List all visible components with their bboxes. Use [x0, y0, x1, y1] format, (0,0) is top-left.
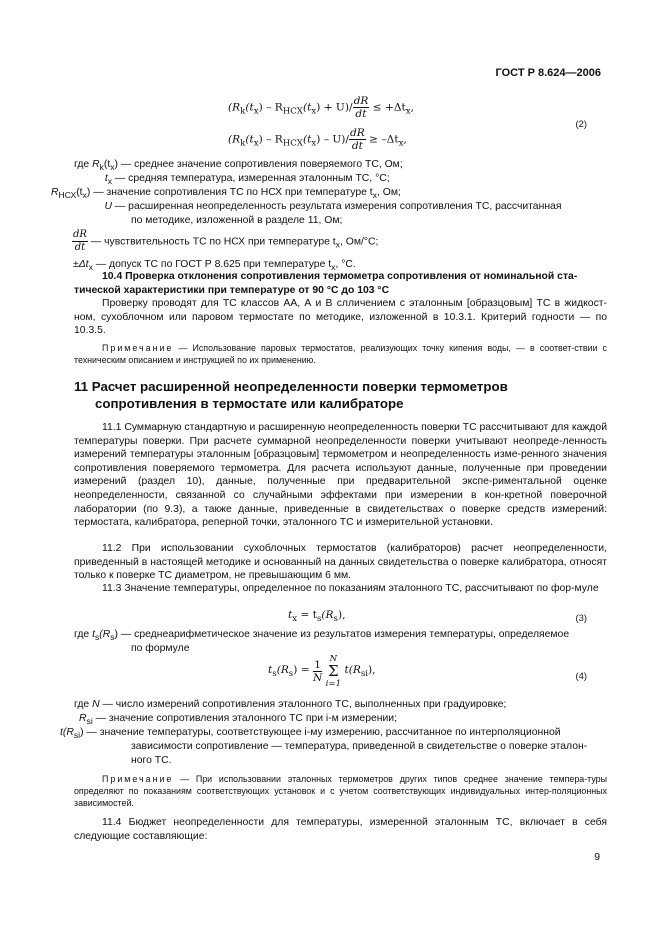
- paragraph-11-1: 11.1 Суммарную стандартную и расширенную неопределенность поверки ТС рассчитывают для каждой температуры поверки. При расчете суммарной неопределенности поверки учитывают неопреде-ленность измерений температуры эталонным [образцовым] термометром и неопределенность изме-ренного значения сопротивления поверяемого термометра. Для расчета используют данные, полученные при проведении измерений (раздел 10), данные, полученные при предварительной экспе-риментальной оценке неопределенности, связанной со случайными эффектами при измерении в кон-кретной поверочной лаборатории (по 9.3), а также данные, приведенные в свидетельствах о поверке средств измерений: термостата, калибратора, реперной точки, эталонного ТС и измерительной установки.: [74, 422, 607, 529]
- equation-4-number: (4): [575, 670, 587, 681]
- definition-ts-continued: по формуле: [131, 643, 190, 654]
- section-11-title: 11 Расчет расширенной неопределенности поверки термометров сопротивления в термостате или калибраторе: [74, 379, 508, 411]
- equation-4: $t_s(R_s)$ = $\frac{1}{N}$ N Σ i=1 $t(R_{si})$,: [268, 654, 376, 689]
- definition-tolerance: $\pm\Delta t_x$ — допуск ТС по ГОСТ Р 8.625 при температуре $t_x$, °С.: [73, 259, 356, 273]
- note-1: Примечание — Использование паровых термостатов, реализующих точку кипения воды, — в соответ-ствии с техническим описанием и инструкцией по их применению.: [74, 343, 607, 366]
- section-10-4-heading: 10.4 Проверка отклонения сопротивления термометра сопротивления от номинальной ста- тической характеристики при температуре от 90 °С до 103 °С: [74, 271, 578, 296]
- definition-rk: где $R_k(t_x)$ — среднее значение сопротивления поверяемого ТС, Ом;: [74, 159, 403, 173]
- definition-u-continued: по методике, изложенной в разделе 11, Ом;: [131, 215, 343, 226]
- standard-header: ГОСТ Р 8.624—2006: [495, 67, 601, 79]
- definition-u: U — расширенная неопределенность результата измерения сопротивления ТС, рассчитанная: [104, 201, 562, 212]
- definition-drdt: $\frac{dR}{dt}$ — чувствительность ТС по НСХ при температуре $t_x$, Ом/°С;: [73, 229, 379, 253]
- equation-2-line-1: $(R_k(t_x) - R_{НСХ}(t_x) + U)/$ $\frac{dR}{dt}$ ≤ $+\Delta t_x$,: [228, 95, 414, 120]
- definition-n: где N — число измерений сопротивления эталонного ТС, выполненных при градуировке;: [74, 699, 507, 710]
- page-number: 9: [594, 852, 600, 863]
- definition-rsi: $R_{si}$ — значение сопротивления эталонного ТС при i-м измерении;: [79, 713, 397, 727]
- equation-2-number: (2): [575, 118, 587, 129]
- definition-t-rsi-cont2: ного ТС.: [131, 755, 172, 766]
- paragraph-11-3: 11.3 Значение температуры, определенное по показаниям эталонного ТС, рассчитывают по фор-муле: [102, 583, 599, 594]
- definition-t-rsi-cont1: зависимости сопротивление — температура, приведенной в свидетельстве о поверке эталон-: [131, 741, 588, 752]
- definition-t-rsi: $t(R_{si})$ — значение температуры, соответствующее i-му измерению, рассчитанное по интерполяционной: [60, 727, 561, 741]
- paragraph-11-2: 11.2 При использовании сухоблочных термостатов (калибраторов) расчет неопределенности, приведенный в настоящей методике и основанный на данных свидетельства о поверке калибратора, относят только к поверке ТС диаметром, не превышающим 6 мм.: [74, 543, 607, 582]
- equation-3: $t_x = t_s(R_s)$,: [288, 609, 346, 625]
- section-10-4-body: Проверку проводят для ТС классов АА, А и В слличением с эталонным [образцовым] ТС в жидкост-ном, сухоблочном или паровом термостате по методике, изложенной в 10.3.1. Критерий годности — по 10.3.5.: [74, 298, 607, 337]
- sum-operator: N Σ i=1: [325, 654, 342, 689]
- equation-3-number: (3): [575, 612, 587, 623]
- definition-ts: где $t_s(R_s)$ — среднеарифметическое значение из результатов измерения температуры, определяемое: [74, 629, 570, 643]
- eq4-fraction: $\frac{1}{N}$: [312, 659, 323, 684]
- derivative-fraction: $\frac{dR}{dt}$: [353, 95, 369, 120]
- paragraph-11-4: 11.4 Бюджет неопределенности для температуры, измеренной эталонным ТС, включает в себя следующие составляющие:: [74, 817, 607, 842]
- definition-tx: $t_x$ — средняя температура, измеренная эталонным ТС, °С;: [104, 173, 390, 187]
- definition-rnsh: $R_{НСХ}(t_x)$ — значение сопротивления ТС по НСХ при температуре $t_x$, Ом;: [51, 187, 401, 201]
- note-2: Примечание — При использовании эталонных термометров других типов среднее значение темпера-туры определяют по показаниям соответствующих установок и с учетом соответствующих индивидуальных интер-поляционных зависимостей.: [74, 774, 607, 809]
- equation-2-line-2: $(R_k(t_x) - R_{НСХ}(t_x) - U)/$ $\frac{dR}{dt}$ ≥ $-\Delta t_x$,: [228, 127, 407, 152]
